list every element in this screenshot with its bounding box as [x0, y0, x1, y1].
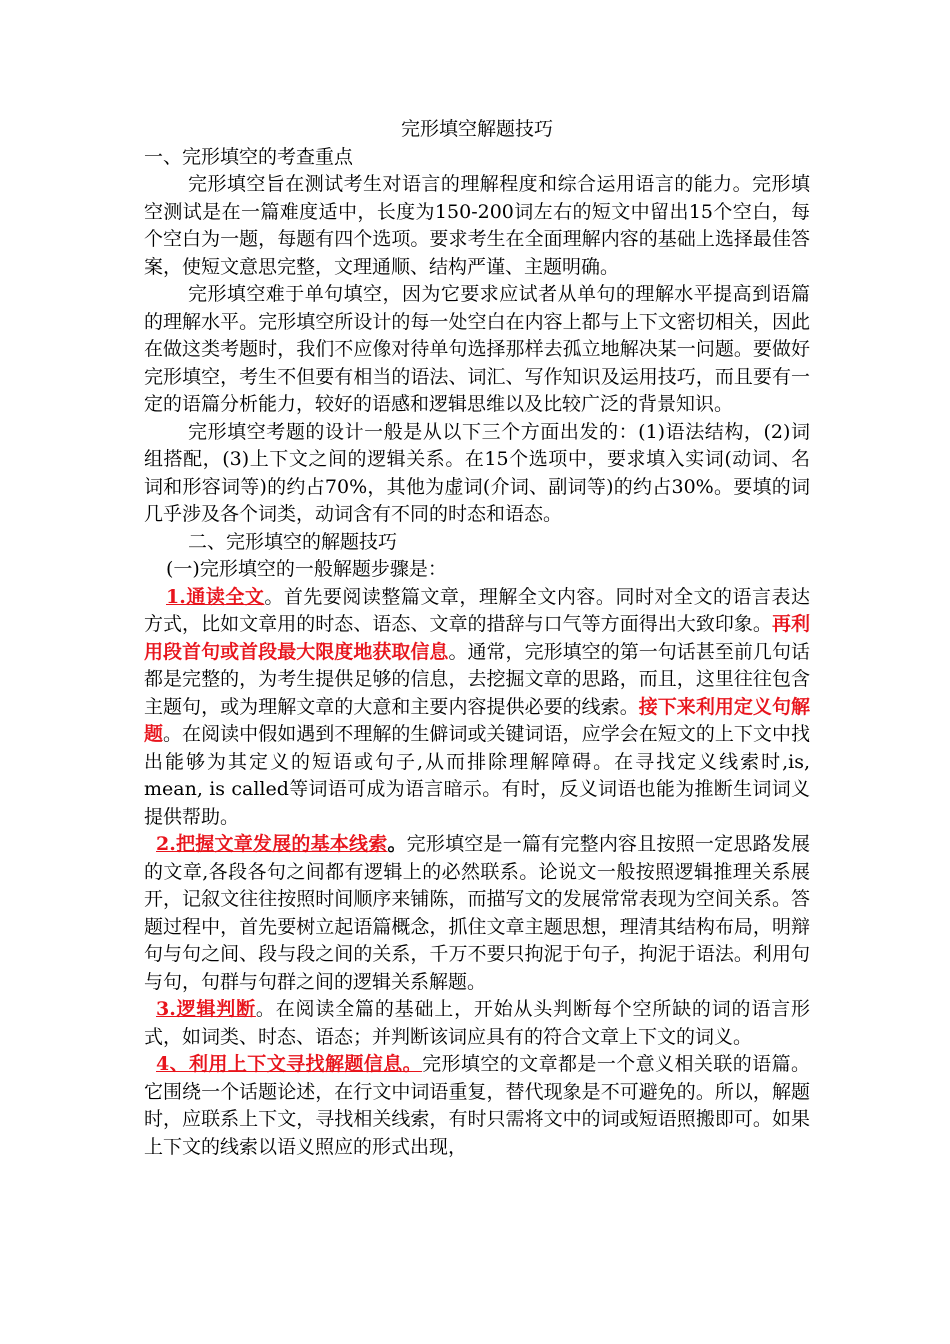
- step3-paragraph: [144, 996, 810, 1051]
- document-page: [144, 116, 810, 1161]
- step1-label: 1.通读全文: [166, 585, 265, 608]
- step2-dot: 。: [387, 833, 407, 855]
- section1-paragraph-2: 完形填空难于单句填空，因为它要求应试者从单句的理解水平提高到语篇的理解水平。完形填空所设计的每一处空白在内容上都与上下文密切相关，因此在做这类考题时，我们不应像对待单句选择那样去孤立地解决某一问题。要做好完形填空，考生不但要有相当的语法、词汇、写作知识及运用技巧，而且要有一定的语篇分析能力，较好的语感和逻辑思维以及比较广泛的背景知识。: [144, 283, 810, 415]
- step1-text-1: 。首先要阅读整篇文章，理解全文内容。同时对全文的语言表达方式，比如文章用的时态、语态、文章的措辞与口气等方面得出大致印象。: [144, 585, 810, 635]
- section1-paragraph-1: 完形填空旨在测试考生对语言的理解程度和综合运用语言的能力。完形填空测试是在一篇难度适中，长度为150-200词左右的短文中留出15个空白，每个空白为一题，每题有四个选项。要求考生在全面理解内容的基础上选择最佳答案，使短文意思完整，文理通顺、结构严谨、主题明确。: [144, 173, 810, 278]
- step1-text-2: 。通常，完形填空的第一句话甚至前几句话都是完整的，为考生提供足够的信息，去挖掘文章的思路，而且，这里往往包含主题句，或为理解文章的大意和主要内容提供必要的线索。: [144, 640, 810, 718]
- step4-paragraph: [144, 1051, 810, 1161]
- section2-subheading: (一)完形填空的一般解题步骤是：: [166, 558, 447, 580]
- section1-paragraph-3: 完形填空考题的设计一般是从以下三个方面出发的：(1)语法结构，(2)词组搭配，(3)上下文之间的逻辑关系。在15个选项中，要求填入实词(动词、名词和形容词等)的约占70%，其他为虚词(介词、副词等)的约占30%。要填的词几乎涉及各个词类，动词含有不同的时态和语态。: [144, 420, 810, 525]
- step2-text: 完形填空是一篇有完整内容且按照一定思路发展的文章,各段各句之间都有逻辑上的必然联系。论说文一般按照逻辑推理关系展开，记叙文往往按照时间顺序来铺陈，而描写文的发展常常表现为空间关系。答题过程中，首先要树立起语篇概念，抓住文章主题思想，理清其结构布局，明辩句与句之间、段与段之间的关系，千万不要只拘泥于句子，拘泥于语法。利用句与句，句群与句群之间的逻辑关系解题。: [144, 833, 810, 993]
- step2-paragraph: [144, 831, 810, 996]
- step4-text: 完形填空的文章都是一个意义相关联的语篇。它围绕一个话题论述，在行文中词语重复，替代现象是不可避免的。所以，解题时，应联系上下文，寻找相关线索，有时只需将文中的词或短语照搬即可。如果上下文的线索以语义照应的形式出现，: [144, 1053, 810, 1158]
- step4-label: 4、利用上下文寻找解题信息。: [156, 1053, 423, 1075]
- document-title: 完形填空解题技巧: [400, 118, 553, 140]
- section2-heading: 二、完形填空的解题技巧: [188, 530, 398, 553]
- step1-highlight-2: 接下来利用定义句解题: [144, 695, 810, 745]
- step1-highlight-1: 再利用段首句或首段最大限度地获取信息: [144, 613, 810, 663]
- step1-paragraph: [144, 584, 810, 832]
- step2-label: 2.把握文章发展的基本线索: [156, 833, 388, 855]
- step1-text-3: 。在阅读中假如遇到不理解的生僻词或关键词语，应学会在短文的上下文中找出能够为其定义的短语或句子,从而排除理解障碍。在寻找定义线索时,is, mean, is called等词语可成为语言暗示。有时，反义词语也能为推断生词词义提供帮助。: [144, 723, 810, 828]
- section1-heading: 一、完形填空的考查重点: [144, 145, 354, 168]
- step3-label: 3.逻辑判断: [156, 998, 256, 1020]
- step3-text: 。在阅读全篇的基础上，开始从头判断每个空所缺的词的语言形式，如词类、时态、语态；并判断该词应具有的符合文章上下文的词义。: [144, 998, 810, 1048]
